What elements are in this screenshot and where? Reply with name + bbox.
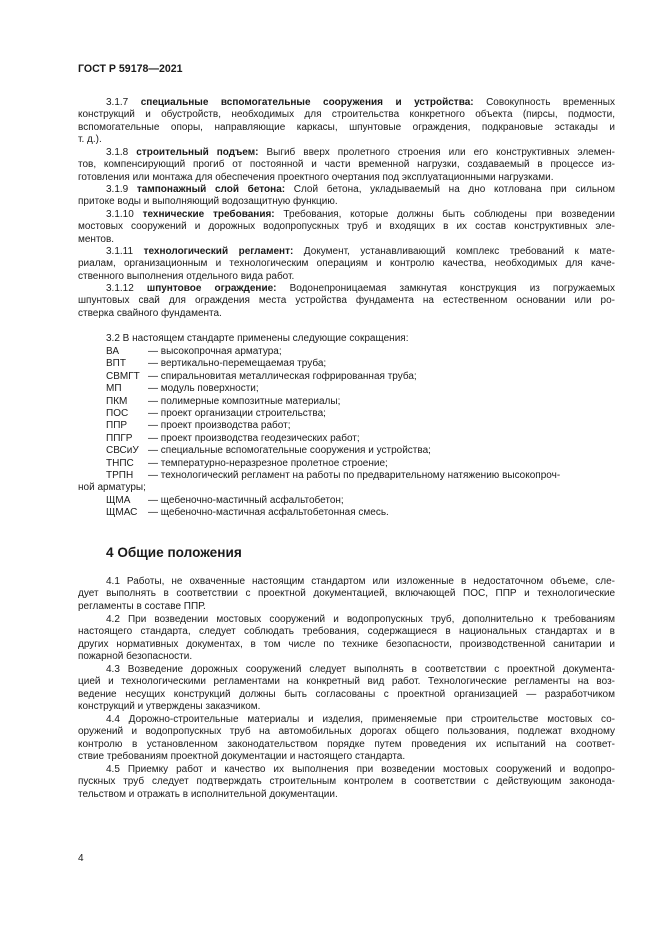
abbreviation-description: — температурно-неразрезное пролетное строение; [148, 457, 388, 469]
term-definition-text: Выгиб вверх пролетного строения или его конструктивных элемен- [258, 147, 616, 158]
term-definition-line: ментов. [78, 233, 115, 245]
term-number: 3.1.11 [106, 246, 144, 257]
paragraph-first-line: 4.2 При возведении мостовых сооружений и водопропускных труб, дополнительно к требованиям [106, 614, 615, 625]
term-definition-line: готовления или монтажа для обеспечения проектного очертания под эксплуатационными нагрузками. [78, 171, 554, 183]
abbreviation-code: ЩМА [106, 494, 131, 506]
abbreviation-continuation [78, 482, 588, 494]
abbreviation-code: ППР [106, 420, 128, 432]
abbreviation-description: — проект производства геодезических работ; [148, 432, 360, 444]
abbreviation-row [106, 495, 616, 507]
paragraph-first-line: 4.1 Работы, не охваченные настоящим стандартом или изложенные в недостаточном объеме, сле- [106, 576, 615, 587]
paragraph-line: тельством и отражать в исполнительной документации. [78, 788, 338, 800]
term-number: 3.1.12 [106, 283, 147, 294]
abbreviation-description: — технологический регламент на работы по предварительному натяжению высокопроч- [148, 470, 561, 481]
term-name: строительный подъем: [136, 147, 259, 158]
abbreviation-description: — вертикально-перемещаемая труба; [148, 358, 327, 370]
abbreviation-code: ВПТ [106, 358, 126, 370]
paragraph-line: ствие требованиям проектной документации и настоящего стандарта. [78, 751, 406, 763]
abbreviation-code: СВМГТ [106, 370, 140, 382]
abbreviation-description: — проект производства работ; [148, 420, 291, 432]
abbreviation-code: ТРПН [106, 470, 134, 481]
term-definition-line: вспомогательные опоры, направляющие каркасы, шпунтовые ограждения, подкрановые эстакады и [78, 121, 615, 133]
term-number: 3.1.7 [106, 97, 141, 108]
abbreviation-code: ТНПС [106, 457, 134, 469]
term-definition-line: ственного выполнения отдельного вида работ. [78, 270, 295, 282]
abbreviation-description: ной арматуры; [78, 482, 146, 494]
term-definition-line: стверка свайного фундамента. [78, 307, 222, 319]
paragraph-line: других нормативных документах, в том числе по технике безопасности, производственной санитарии и [78, 638, 615, 650]
abbreviations-intro: 3.2 В настоящем стандарте применены следующие сокращения: [106, 333, 409, 344]
abbreviation-code: ПКМ [106, 395, 128, 407]
term-definition-first-line [106, 147, 615, 159]
term-definition-first-line [106, 283, 615, 295]
abbreviation-row [106, 383, 616, 395]
abbreviation-row [106, 358, 616, 370]
term-definition-line: мостовых сооружений и дорожных водопропускных труб и входящих в их состав конструктивных эле- [78, 221, 615, 233]
paragraph-line: регламенты в составе ППР. [78, 600, 206, 612]
paragraph-line: конструкций и утверждены заказчиком. [78, 701, 261, 713]
abbreviation-row [106, 433, 616, 445]
term-definition-text: Документ, устанавливающий комплекс требований к мате- [293, 246, 615, 257]
paragraph-line: контролю в установленном законодательством порядке путем проведения их испытаний на соответ- [78, 738, 615, 750]
abbreviation-description: — полимерные композитные материалы; [148, 395, 341, 407]
paragraph-line: ведение несущих конструкций должны быть согласованы с проектной организацией — разработчиком [78, 688, 615, 700]
abbreviation-code: СВСиУ [106, 445, 139, 457]
term-name: специальные вспомогательные сооружения и устройства: [140, 97, 474, 108]
paragraph-first-line: 4.4 Дорожно-строительные материалы и изделия, применяемые при строительстве мостовых со- [106, 714, 615, 725]
term-definition-first-line [106, 209, 615, 221]
paragraph-first-line: 4.3 Возведение дорожных сооружений следует выполнять в соответствии с проектной документа- [106, 664, 615, 675]
abbreviation-row [106, 445, 616, 457]
term-number: 3.1.10 [106, 209, 143, 220]
abbreviation-description: — щебеночно-мастичный асфальтобетон; [148, 494, 344, 506]
term-definition-first-line [106, 97, 615, 109]
abbreviation-description: — модуль поверхности; [148, 383, 259, 395]
paragraph-line: пускных труб следует подтверждать строительным контролем в соответствии с действующим законода- [78, 776, 615, 788]
paragraph-line: цией и технологическими регламентами на конкретный вид работ. Технологические регламенты на воз- [78, 676, 615, 688]
abbreviation-row [106, 371, 616, 383]
term-name: технологический регламент: [143, 246, 294, 257]
term-name: шпунтовое ограждение: [146, 283, 277, 294]
term-name: технические требования: [142, 209, 275, 220]
term-definition-line: конструкций и обустройств, необходимых для строительства конкретного объекта (пирсы, подмости, [78, 109, 615, 121]
abbreviation-row [106, 408, 616, 420]
abbreviation-description: — проект организации строительства; [148, 408, 326, 419]
abbreviation-description: — высокопрочная арматура; [148, 346, 282, 357]
term-definition-line: т. д.). [78, 134, 102, 146]
section-4-heading: 4 Общие положения [106, 545, 242, 560]
term-definition-line: риалам, организационным и технологическим операциям и контролю качества, необходимых для каче- [78, 258, 615, 270]
abbreviation-code: ППГР [106, 432, 133, 444]
abbreviation-description: — спиральновитая металлическая гофрированная труба; [148, 370, 417, 382]
abbreviation-row [106, 458, 616, 470]
term-definition-first-line [106, 184, 615, 196]
term-definition-text: Требования, которые должны быть соблюдены при возведении [274, 209, 615, 220]
term-definition-text: Водонепроницаемая замкнутая конструкция из погружаемых [276, 283, 615, 294]
paragraph-line: настоящего стандарта, следует соблюдать требования, содержащиеся в национальных стандартах и в [78, 626, 615, 638]
abbreviation-code: ЩМАС [106, 507, 138, 519]
abbreviation-row [106, 396, 616, 408]
abbreviation-row [106, 420, 616, 432]
term-number: 3.1.8 [106, 147, 137, 158]
paragraph-line: пожарной безопасности. [78, 651, 193, 663]
term-definition-text: Совокупность временных [473, 97, 615, 108]
abbreviation-code: МП [106, 383, 122, 395]
paragraph-line: оружений и водопропускных труб на автомобильных дорогах общего пользования, подлежат входному [78, 726, 615, 738]
abbreviation-code: ПОС [106, 408, 129, 419]
term-definition-line: тов, компенсирующий прогиб от постоянной и части временной нагрузки, создаваемый в процессе из- [78, 159, 615, 171]
term-definition-line: притоке воды и выполняющий водозащитную функцию. [78, 196, 338, 208]
abbreviation-row [106, 470, 643, 482]
abbreviation-row [106, 346, 616, 358]
term-definition-first-line [106, 246, 615, 258]
term-definition-text: Слой бетона, укладываемый на дно котлована при сильном [285, 184, 615, 195]
term-name: тампонажный слой бетона: [136, 184, 286, 195]
term-definition-line: шпунтовых свай для ограждения места устройства фундамента на естественном основании или ро- [78, 295, 615, 307]
abbreviation-description: — специальные вспомогательные сооружения и устройства; [148, 445, 431, 457]
paragraph-line: дует выполнять в соответствии с проектной документацией, включающей ПОС, ППР и технологические [78, 588, 615, 600]
abbreviation-row [106, 507, 616, 519]
term-number: 3.1.9 [106, 184, 137, 195]
page-number: 4 [78, 853, 84, 864]
paragraph-first-line: 4.5 Приемку работ и качество их выполнения при возведении мостовых сооружений и водопро- [106, 764, 615, 775]
document-code-header: ГОСТ Р 59178—2021 [78, 63, 183, 75]
abbreviation-code: ВА [106, 346, 120, 357]
abbreviation-description: — щебеночно-мастичная асфальтобетонная смесь. [148, 507, 389, 519]
